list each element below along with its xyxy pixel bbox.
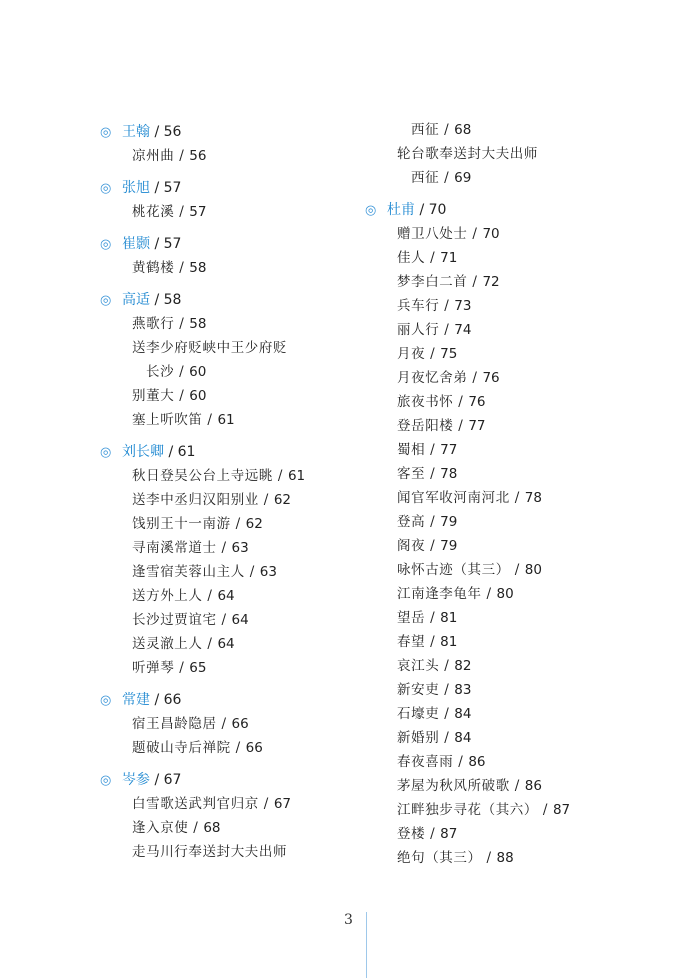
toc-poem-entry[interactable]: 阁夜 / 79 [397, 538, 458, 554]
toc-poem-entry[interactable]: 江南逢李龟年 / 80 [397, 586, 514, 602]
author-name: 常建 [122, 692, 150, 708]
toc-poem-entry[interactable]: 桃花溪 / 57 [132, 204, 207, 220]
author-page-number: 61 [177, 444, 196, 460]
author-page-number: 58 [163, 292, 182, 308]
poem-page-number: 61 [287, 468, 306, 484]
poem-page-number: 67 [273, 796, 292, 812]
toc-poem-entry[interactable]: 逢雪宿芙蓉山主人 / 63 [132, 564, 277, 580]
toc-poem-entry[interactable]: 丽人行 / 74 [397, 322, 472, 338]
poem-page-number: 65 [189, 660, 207, 676]
author-name: 岑参 [122, 772, 150, 788]
toc-column-right [365, 118, 615, 870]
bullet-circle-icon: ◎ [100, 293, 112, 308]
toc-column-left [100, 118, 340, 864]
toc-poem-entry[interactable]: 长沙过贾谊宅 / 64 [132, 612, 249, 628]
poem-title: 别董大 [132, 388, 175, 404]
poem-title: 西征 [411, 170, 440, 186]
author-name: 张旭 [122, 180, 150, 196]
page-number: 3 [344, 912, 353, 928]
author-name: 崔颢 [122, 236, 150, 252]
poem-title: 听弹琴 [132, 660, 175, 676]
poem-title: 新婚别 [397, 730, 440, 746]
author-page-number: 70 [428, 202, 447, 218]
poem-page-number: 72 [482, 274, 500, 290]
poem-page-number: 78 [524, 490, 542, 506]
poem-page-number: 57 [189, 204, 207, 220]
poem-title: 阁夜 [397, 538, 426, 554]
toc-poem-entry[interactable]: 月夜 / 75 [397, 346, 458, 362]
poem-page-number: 80 [496, 586, 514, 602]
poem-title: 佳人 [397, 250, 426, 266]
poem-title: 梦李白二首 [397, 274, 468, 290]
toc-poem-entry[interactable]: 宿王昌龄隐居 / 66 [132, 716, 249, 732]
toc-poem-entry[interactable]: 饯别王十一南游 / 62 [132, 516, 263, 532]
poem-title: 茅屋为秋风所破歌 [397, 778, 510, 794]
toc-poem-entry[interactable]: 咏怀古迹（其三） / 80 [397, 562, 542, 578]
poem-page-number: 58 [189, 316, 207, 332]
poem-page-number: 70 [482, 226, 500, 242]
author-name: 王翰 [122, 124, 150, 140]
toc-poem-entry[interactable]: 登楼 / 87 [397, 826, 458, 842]
poem-title: 春夜喜雨 [397, 754, 454, 770]
toc-poem-entry[interactable]: 送方外上人 / 64 [132, 588, 235, 604]
toc-poem-entry[interactable]: 江畔独步寻花（其六） / 87 [397, 802, 571, 818]
toc-poem-entry[interactable]: 绝句（其三） / 88 [397, 850, 514, 866]
poem-title: 秋日登吴公台上寺远眺 [132, 468, 273, 484]
poem-page-number: 77 [468, 418, 486, 434]
toc-poem-entry[interactable]: 望岳 / 81 [397, 610, 458, 626]
toc-poem-entry[interactable]: 闻官军收河南河北 / 78 [397, 490, 542, 506]
toc-poem-entry[interactable]: 题破山寺后禅院 / 66 [132, 740, 263, 756]
toc-poem-entry[interactable]: 茅屋为秋风所破歌 / 86 [397, 778, 542, 794]
poem-title: 送李中丞归汉阳别业 [132, 492, 259, 508]
poem-title: 旅夜书怀 [397, 394, 454, 410]
poem-page-number: 68 [454, 122, 472, 138]
poem-page-number: 86 [524, 778, 542, 794]
poem-page-number: 75 [440, 346, 458, 362]
poem-title: 宿王昌龄隐居 [132, 716, 217, 732]
toc-poem-entry[interactable]: 春望 / 81 [397, 634, 458, 650]
bullet-circle-icon: ◎ [100, 181, 112, 196]
poem-page-number: 87 [552, 802, 571, 818]
author-name: 杜甫 [387, 202, 415, 218]
poem-page-number: 88 [496, 850, 514, 866]
poem-title: 石壕吏 [397, 706, 440, 722]
poem-page-number: 63 [231, 540, 249, 556]
bullet-circle-icon: ◎ [100, 125, 112, 140]
toc-poem-title-continuation[interactable]: 西征 / 69 [411, 170, 472, 186]
toc-poem-entry[interactable]: 燕歌行 / 58 [132, 316, 207, 332]
toc-poem-entry[interactable]: 黄鹤楼 / 58 [132, 260, 207, 276]
toc-poem-entry[interactable] [100, 336, 340, 360]
poem-title: 西征 [411, 122, 440, 138]
toc-poem-entry[interactable]: 新安吏 / 83 [397, 682, 472, 698]
poem-title: 丽人行 [397, 322, 440, 338]
poem-title: 塞上听吹笛 [132, 412, 203, 428]
toc-poem-entry[interactable]: 登高 / 79 [397, 514, 458, 530]
poem-title: 闻官军收河南河北 [397, 490, 510, 506]
poem-page-number: 86 [468, 754, 486, 770]
toc-poem-entry[interactable]: 送灵澈上人 / 64 [132, 636, 235, 652]
toc-poem-entry[interactable]: 月夜忆舍弟 / 76 [397, 370, 500, 386]
poem-page-number: 68 [203, 820, 221, 836]
poem-title: 月夜忆舍弟 [397, 370, 468, 386]
poem-title: 新安吏 [397, 682, 440, 698]
poem-title: 桃花溪 [132, 204, 175, 220]
toc-author-entry[interactable]: ◎ 张旭 / 57 [100, 176, 340, 200]
poem-page-number: 62 [273, 492, 292, 508]
toc-poem-entry[interactable]: 秋日登吴公台上寺远眺 / 61 [132, 468, 306, 484]
poem-page-number: 69 [454, 170, 472, 186]
author-page-number: 66 [163, 692, 182, 708]
poem-page-number: 76 [482, 370, 500, 386]
toc-poem-entry[interactable]: 白雪歌送武判官归京 / 67 [132, 796, 292, 812]
poem-title: 凉州曲 [132, 148, 175, 164]
author-page-number: 67 [163, 772, 182, 788]
poem-page-number: 83 [454, 682, 472, 698]
toc-poem-title-continuation[interactable]: 长沙 / 60 [146, 364, 207, 380]
poem-page-number: 64 [217, 588, 235, 604]
poem-page-number: 64 [217, 636, 235, 652]
poem-page-number: 63 [259, 564, 277, 580]
poem-page-number: 78 [440, 466, 458, 482]
poem-page-number: 71 [440, 250, 458, 266]
poem-title: 饯别王十一南游 [132, 516, 231, 532]
poem-page-number: 77 [440, 442, 458, 458]
toc-author-entry[interactable]: ◎ 崔颢 / 57 [100, 232, 340, 256]
poem-title: 兵车行 [397, 298, 440, 314]
poem-page-number: 74 [454, 322, 472, 338]
toc-poem-entry[interactable]: 别董大 / 60 [132, 388, 207, 404]
poem-page-number: 64 [231, 612, 249, 628]
poem-title: 燕歌行 [132, 316, 175, 332]
author-name: 刘长卿 [122, 444, 164, 460]
author-page-number: 57 [163, 180, 182, 196]
poem-title: 长沙过贾谊宅 [132, 612, 217, 628]
toc-poem-entry[interactable]: 寻南溪常道士 / 63 [132, 540, 249, 556]
poem-page-number: 60 [189, 388, 207, 404]
poem-page-number: 79 [440, 514, 458, 530]
toc-poem-entry[interactable]: 哀江头 / 82 [397, 658, 472, 674]
poem-title: 送灵澈上人 [132, 636, 203, 652]
poem-page-number: 73 [454, 298, 472, 314]
poem-title: 登高 [397, 514, 426, 530]
poem-title: 黄鹤楼 [132, 260, 175, 276]
poem-title: 月夜 [397, 346, 426, 362]
toc-author-entry[interactable]: ◎ 王翰 / 56 [100, 120, 340, 144]
poem-title: 绝句（其三） [397, 850, 482, 866]
poem-page-number: 61 [217, 412, 235, 428]
poem-title: 咏怀古迹（其三） [397, 562, 510, 578]
poem-title: 送李少府贬峡中王少府贬 [132, 340, 288, 356]
poem-page-number: 76 [468, 394, 486, 410]
toc-poem-entry[interactable]: 春夜喜雨 / 86 [397, 754, 486, 770]
poem-title: 长沙 [146, 364, 175, 380]
poem-title: 蜀相 [397, 442, 426, 458]
poem-page-number: 56 [189, 148, 207, 164]
poem-title: 白雪歌送武判官归京 [132, 796, 259, 812]
poem-page-number: 60 [189, 364, 207, 380]
bullet-circle-icon: ◎ [365, 203, 377, 218]
author-name: 高适 [122, 292, 150, 308]
poem-page-number: 66 [231, 716, 249, 732]
toc-author-entry[interactable]: ◎ 高适 / 58 [100, 288, 340, 312]
poem-title: 春望 [397, 634, 426, 650]
poem-title: 轮台歌奉送封大夫出师 [397, 146, 538, 162]
poem-title: 题破山寺后禅院 [132, 740, 231, 756]
toc-poem-entry[interactable]: 登岳阳楼 / 77 [397, 418, 486, 434]
poem-title: 逢雪宿芙蓉山主人 [132, 564, 245, 580]
toc-poem-entry[interactable]: 客至 / 78 [397, 466, 458, 482]
poem-page-number: 87 [440, 826, 458, 842]
poem-page-number: 66 [245, 740, 263, 756]
toc-poem-entry[interactable]: 旅夜书怀 / 76 [397, 394, 486, 410]
author-page-number: 56 [163, 124, 182, 140]
toc-poem-entry[interactable]: 蜀相 / 77 [397, 442, 458, 458]
toc-poem-entry[interactable]: 新婚别 / 84 [397, 730, 472, 746]
poem-title: 走马川行奉送封大夫出师 [132, 844, 288, 860]
poem-page-number: 58 [189, 260, 207, 276]
toc-author-entry[interactable]: ◎ 常建 / 66 [100, 688, 340, 712]
poem-page-number: 84 [454, 706, 472, 722]
poem-title: 赠卫八处士 [397, 226, 468, 242]
toc-poem-entry[interactable]: 兵车行 / 73 [397, 298, 472, 314]
toc-poem-entry[interactable] [365, 142, 615, 166]
poem-page-number: 82 [454, 658, 472, 674]
page-divider-rule [366, 912, 367, 978]
toc-poem-entry[interactable]: 赠卫八处士 / 70 [397, 226, 500, 242]
poem-page-number: 79 [440, 538, 458, 554]
toc-poem-title-continuation[interactable]: 西征 / 68 [411, 122, 472, 138]
poem-title: 望岳 [397, 610, 426, 626]
toc-poem-entry[interactable]: 佳人 / 71 [397, 250, 458, 266]
poem-title: 寻南溪常道士 [132, 540, 217, 556]
poem-title: 逢入京使 [132, 820, 189, 836]
toc-author-entry[interactable]: ◎ 刘长卿 / 61 [100, 440, 340, 464]
poem-page-number: 62 [245, 516, 263, 532]
toc-poem-entry[interactable]: 凉州曲 / 56 [132, 148, 207, 164]
toc-poem-entry[interactable]: 送李中丞归汉阳别业 / 62 [132, 492, 292, 508]
poem-page-number: 81 [440, 610, 458, 626]
toc-poem-entry[interactable]: 塞上听吹笛 / 61 [132, 412, 235, 428]
toc-poem-entry[interactable] [100, 840, 340, 864]
poem-title: 江南逢李龟年 [397, 586, 482, 602]
toc-poem-entry[interactable]: 听弹琴 / 65 [132, 660, 207, 676]
poem-page-number: 81 [440, 634, 458, 650]
poem-page-number: 80 [524, 562, 542, 578]
poem-title: 登岳阳楼 [397, 418, 454, 434]
toc-author-entry[interactable]: ◎ 岑参 / 67 [100, 768, 340, 792]
toc-poem-entry[interactable]: 石壕吏 / 84 [397, 706, 472, 722]
poem-title: 江畔独步寻花（其六） [397, 802, 538, 818]
poem-title: 登楼 [397, 826, 426, 842]
bullet-circle-icon: ◎ [100, 237, 112, 252]
toc-poem-entry[interactable]: 梦李白二首 / 72 [397, 274, 500, 290]
bullet-circle-icon: ◎ [100, 445, 112, 460]
toc-poem-entry[interactable]: 逢入京使 / 68 [132, 820, 221, 836]
author-page-number: 57 [163, 236, 182, 252]
poem-title: 送方外上人 [132, 588, 203, 604]
poem-page-number: 84 [454, 730, 472, 746]
toc-author-entry[interactable]: ◎ 杜甫 / 70 [365, 198, 615, 222]
bullet-circle-icon: ◎ [100, 693, 112, 708]
poem-title: 客至 [397, 466, 426, 482]
poem-title: 哀江头 [397, 658, 440, 674]
bullet-circle-icon: ◎ [100, 773, 112, 788]
